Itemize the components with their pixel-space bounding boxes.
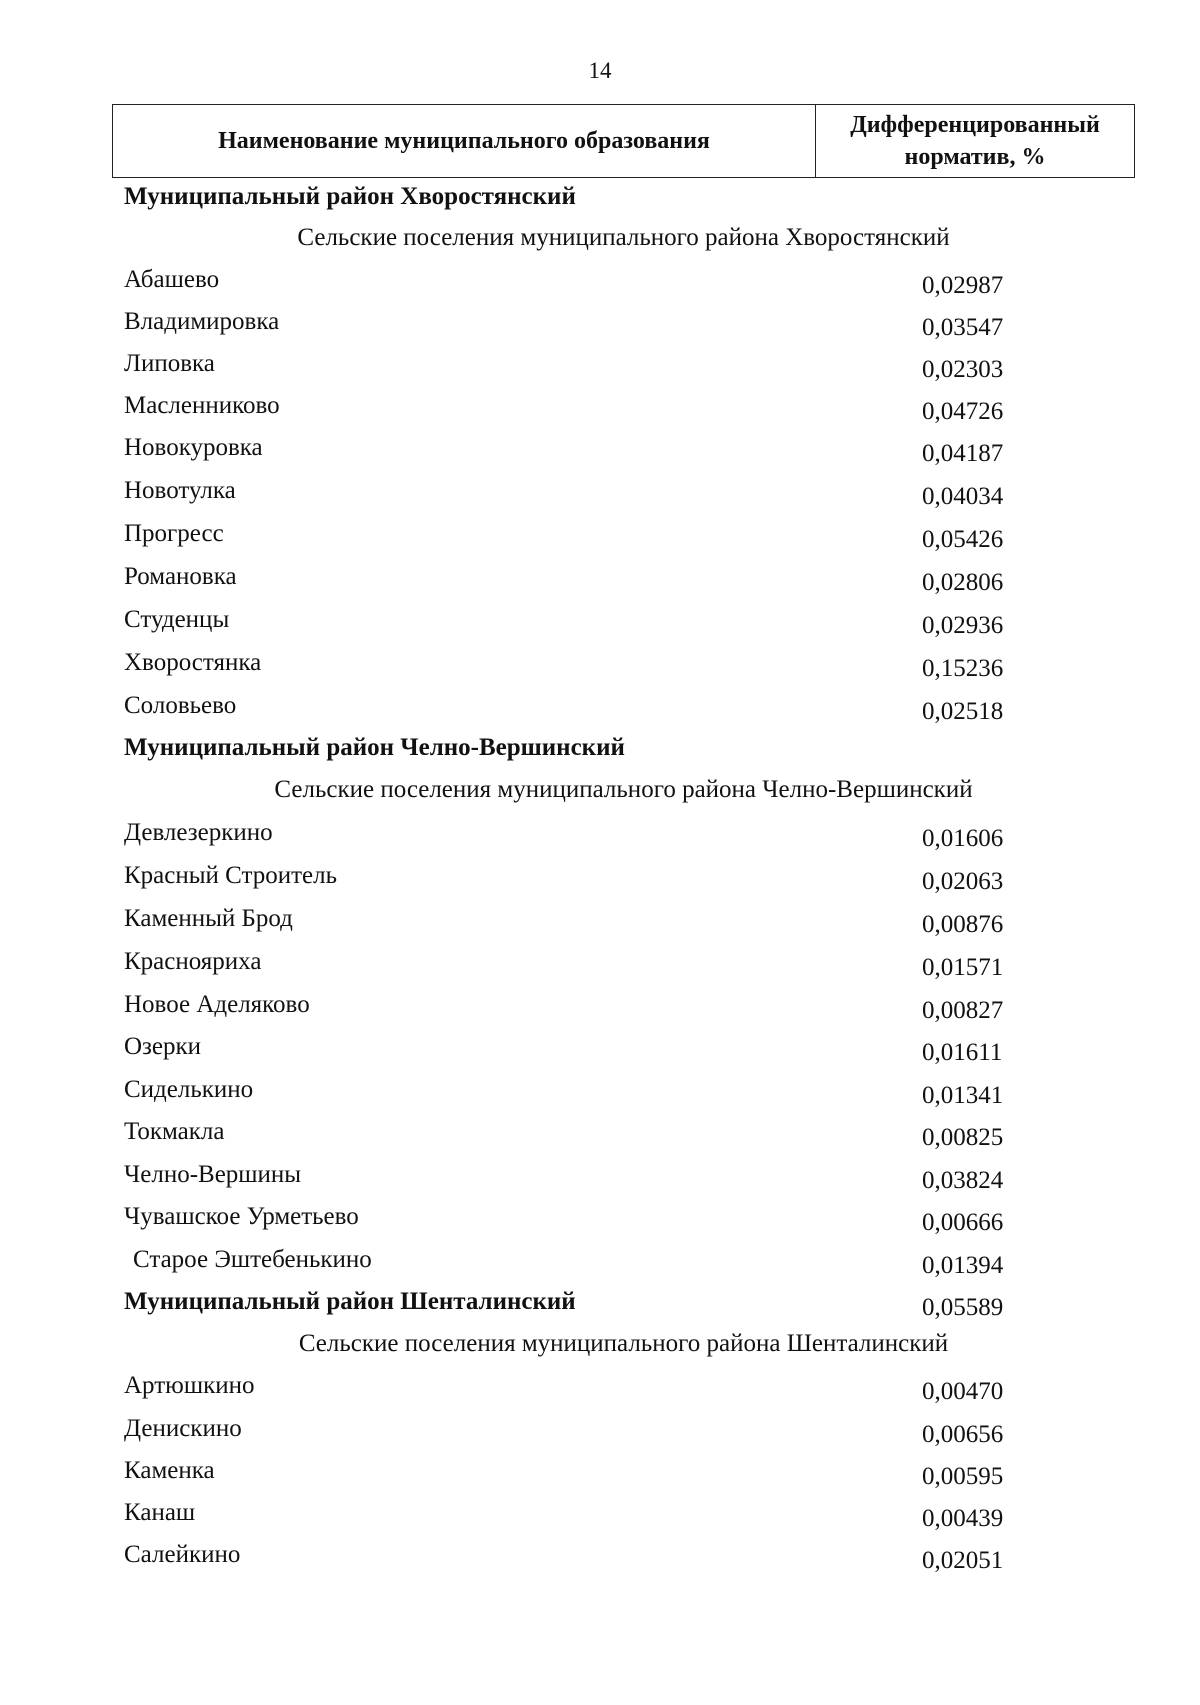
norm-value: 0,02303 — [922, 356, 1004, 383]
norm-value: 0,03824 — [922, 1167, 1004, 1194]
table-row — [124, 1499, 1024, 1539]
settlement-name: Романовка — [124, 563, 237, 590]
settlement-name: Челно-Вершины — [124, 1161, 302, 1188]
settlement-name: Новокуровка — [124, 434, 263, 461]
section-subheading: Сельские поселения муниципального района Хворостянский — [297, 224, 950, 251]
page-number: 14 — [588, 58, 612, 83]
settlement-name: Канаш — [124, 1499, 196, 1526]
settlement-name: Девлезеркино — [124, 819, 273, 846]
table-row — [124, 563, 1024, 603]
norm-value: 0,00876 — [922, 911, 1004, 938]
table-row — [124, 1415, 1024, 1455]
settlement-name: Студенцы — [124, 606, 230, 633]
table-row — [124, 1457, 1024, 1497]
settlement-name: Прогресс — [124, 520, 224, 547]
settlement-name: Денискино — [124, 1415, 242, 1442]
norm-value: 0,00666 — [922, 1209, 1004, 1236]
norm-value: 0,00656 — [922, 1421, 1004, 1448]
table-row — [124, 606, 1024, 646]
table-row — [124, 649, 1024, 689]
norm-value: 0,05426 — [922, 526, 1004, 553]
settlement-name: Новое Аделяково — [124, 991, 310, 1018]
table-row — [124, 1033, 1024, 1073]
norm-value: 0,02806 — [922, 569, 1004, 596]
district-name: Муниципальный район Хворостянский — [124, 183, 576, 210]
norm-value: 0,01571 — [922, 954, 1004, 981]
section-subheading: Сельские поселения муниципального района Челно-Вершинский — [274, 776, 973, 803]
norm-value: 0,00595 — [922, 1463, 1004, 1490]
settlement-name: Артюшкино — [124, 1372, 255, 1399]
norm-value: 0,04187 — [922, 440, 1004, 467]
settlement-name: Масленниково — [124, 392, 280, 419]
settlement-name: Новотулка — [124, 477, 236, 504]
table-row — [124, 392, 1024, 432]
norm-value: 0,00827 — [922, 997, 1004, 1024]
norm-value: 0,02987 — [922, 272, 1004, 299]
settlement-name: Озерки — [124, 1033, 202, 1060]
value-column-header: Дифференцированный норматив, % — [816, 105, 1135, 178]
norm-value: 0,01606 — [922, 825, 1004, 852]
table-row — [124, 819, 1024, 859]
table-row — [124, 692, 1024, 732]
table-row — [124, 948, 1024, 988]
norm-value: 0,04034 — [922, 483, 1004, 510]
settlement-name: Красный Строитель — [124, 862, 338, 889]
norm-value: 0,00470 — [922, 1378, 1004, 1405]
norm-value: 0,00439 — [922, 1505, 1004, 1532]
norm-value: 0,01611 — [922, 1039, 1003, 1066]
district-heading — [124, 1288, 1024, 1328]
table-row — [124, 1161, 1024, 1201]
settlement-name: Каменный Брод — [124, 905, 293, 932]
settlement-name: Владимировка — [124, 308, 280, 335]
table-row — [124, 905, 1024, 945]
settlement-name: Хворостянка — [124, 649, 262, 676]
norm-value: 0,03547 — [922, 314, 1004, 341]
settlement-name: Липовка — [124, 350, 215, 377]
section-subheading: Сельские поселения муниципального района Шенталинский — [298, 1330, 949, 1357]
settlement-name: Сиделькино — [124, 1076, 254, 1103]
table-row — [124, 991, 1024, 1031]
table-header — [112, 104, 1135, 178]
district-heading — [124, 183, 1024, 223]
district-name: Муниципальный район Шенталинский — [124, 1288, 576, 1315]
table-row — [124, 1118, 1024, 1158]
settlement-name: Абашево — [124, 266, 220, 293]
table-row — [124, 434, 1024, 474]
norm-value: 0,01394 — [922, 1252, 1004, 1279]
table-row — [124, 862, 1024, 902]
norm-value: 0,02051 — [922, 1547, 1004, 1574]
table-row — [124, 1541, 1024, 1581]
norm-value: 0,02063 — [922, 868, 1004, 895]
table-row — [124, 1203, 1024, 1243]
norm-value: 0,02936 — [922, 612, 1004, 639]
settlement-name: Салейкино — [124, 1541, 241, 1568]
norm-value: 0,01341 — [922, 1082, 1004, 1109]
settlement-name: Чувашское Урметьево — [124, 1203, 359, 1230]
name-column-header: Наименование муниципального образования — [113, 105, 816, 178]
table-row — [124, 350, 1024, 390]
norm-value: 0,15236 — [922, 655, 1004, 682]
settlement-name: Соловьево — [124, 692, 237, 719]
settlement-name: Краснояриха — [124, 948, 262, 975]
settlement-name: Токмакла — [124, 1118, 225, 1145]
settlement-name: Каменка — [124, 1457, 215, 1484]
table-row — [124, 1246, 1024, 1286]
district-heading — [124, 734, 1024, 774]
table-row — [124, 266, 1024, 306]
table-row — [124, 477, 1024, 517]
settlement-name: Старое Эштебенькино — [133, 1246, 372, 1273]
norm-value: 0,04726 — [922, 398, 1004, 425]
table-row — [124, 520, 1024, 560]
norm-value: 0,00825 — [922, 1124, 1004, 1151]
district-name: Муниципальный район Челно-Вершинский — [124, 734, 625, 761]
table-row — [124, 1076, 1024, 1116]
norm-value: 0,02518 — [922, 698, 1004, 725]
district-value: 0,05589 — [922, 1294, 1004, 1321]
table-row — [124, 308, 1024, 348]
table-row — [124, 1372, 1024, 1412]
